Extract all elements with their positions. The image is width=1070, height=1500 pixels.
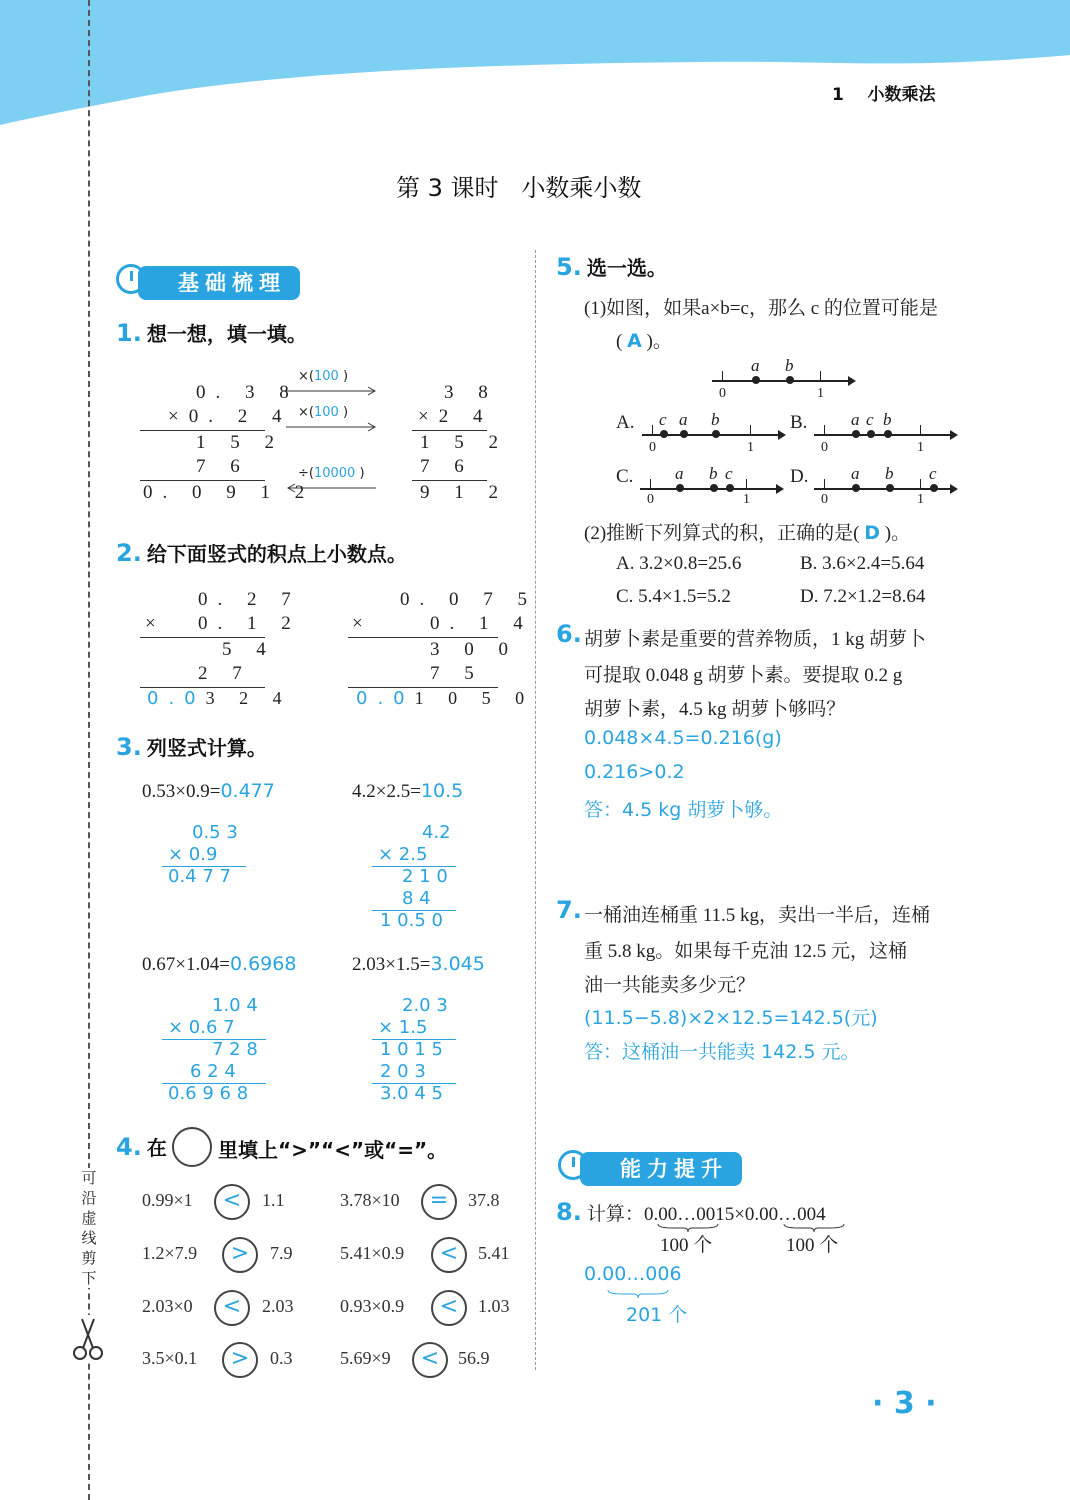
q3-expr-3: 0.67×1.04=0.6968 — [142, 953, 297, 975]
q2-title: 2. 给下面竖式的积点上小数点。 — [116, 539, 407, 567]
scissors-icon — [70, 1315, 106, 1363]
q8-answer: 0.00…006 — [584, 1263, 682, 1285]
q7-answer-1: (11.5−5.8)×2×12.5=142.5(元) — [584, 1007, 878, 1029]
q5-part1-answer: ( A )。 — [616, 330, 672, 352]
q6-line-1: 胡萝卜素是重要的营养物质，1 kg 胡萝卜 — [584, 629, 927, 650]
q5-choice-a[interactable]: A. 3.2×0.8=25.6 — [616, 553, 742, 574]
chapter-title: 小数乘法 — [867, 85, 936, 105]
top-wave-banner — [0, 0, 1070, 130]
q8-answer-brace — [606, 1288, 670, 1298]
q8-brace-a-label: 100 个 — [660, 1235, 713, 1256]
q5-part2-text: (2)推断下列算式的积，正确的是( D )。 — [584, 522, 911, 544]
q8-brace-b-label: 100 个 — [786, 1235, 839, 1256]
column-divider — [535, 250, 536, 1370]
q5-choice-d[interactable]: D. 7.2×1.2=8.64 — [800, 586, 926, 607]
side-note: 可 沿 虚 线 剪 下 — [78, 1168, 100, 1288]
q4-title: 4. 在 — [116, 1133, 167, 1161]
q5-choice-b[interactable]: B. 3.6×2.4=5.64 — [800, 553, 925, 574]
q7-line-1: 一桶油连桶重 11.5 kg，卖出一半后，连桶 — [584, 905, 931, 926]
q3-title: 3. 列竖式计算。 — [116, 733, 267, 761]
section-basic-banner: 基础梳理 — [138, 266, 300, 300]
q5-choice-c[interactable]: C. 5.4×1.5=5.2 — [616, 586, 731, 607]
chapter-header — [832, 80, 936, 105]
q6-answer-3: 答：4.5 kg 胡萝卜够。 — [584, 799, 783, 821]
q3-expr-1: 0.53×0.9=0.477 — [142, 780, 275, 802]
q6-line-2: 可提取 0.048 g 胡萝卜素。要提取 0.2 g — [584, 665, 903, 686]
chapter-number: 1 — [832, 85, 844, 105]
q6-answer-1: 0.048×4.5=0.216(g) — [584, 727, 782, 749]
q3-expr-4: 2.03×1.5=3.045 — [352, 953, 485, 975]
page-number: · 3 · — [872, 1386, 937, 1421]
q6-line-3: 胡萝卜素，4.5 kg 胡萝卜够吗？ — [584, 699, 846, 720]
q7-number: 7. — [556, 896, 582, 924]
q7-answer-2: 答：这桶油一共能卖 142.5 元。 — [584, 1041, 860, 1063]
q6-answer-2: 0.216>0.2 — [584, 761, 685, 783]
q5-title: 5. 选一选。 — [556, 253, 667, 281]
q4-example-circle — [172, 1127, 212, 1167]
q7-line-3: 油一共能卖多少元？ — [584, 975, 756, 996]
q3-expr-2: 4.2×2.5=10.5 — [352, 780, 464, 802]
q5-part1-text: (1)如图，如果a×b=c，那么 c 的位置可能是 — [584, 298, 938, 319]
q8-answer-brace-label: 201 个 — [626, 1304, 688, 1326]
q8-question: 8. 计算：0.00…0015×0.00…004 — [556, 1198, 826, 1226]
q1-title: 1. 想一想，填一填。 — [116, 319, 307, 347]
lesson-title: 第 3 课时 小数乘小数 — [396, 174, 642, 202]
q6-number: 6. — [556, 620, 582, 648]
section-advance-banner: 能力提升 — [580, 1152, 742, 1186]
q4-text: 里填上“>”“<”或“=”。 — [218, 1138, 448, 1162]
q7-line-2: 重 5.8 kg。如果每千克油 12.5 元，这桶 — [584, 941, 908, 962]
